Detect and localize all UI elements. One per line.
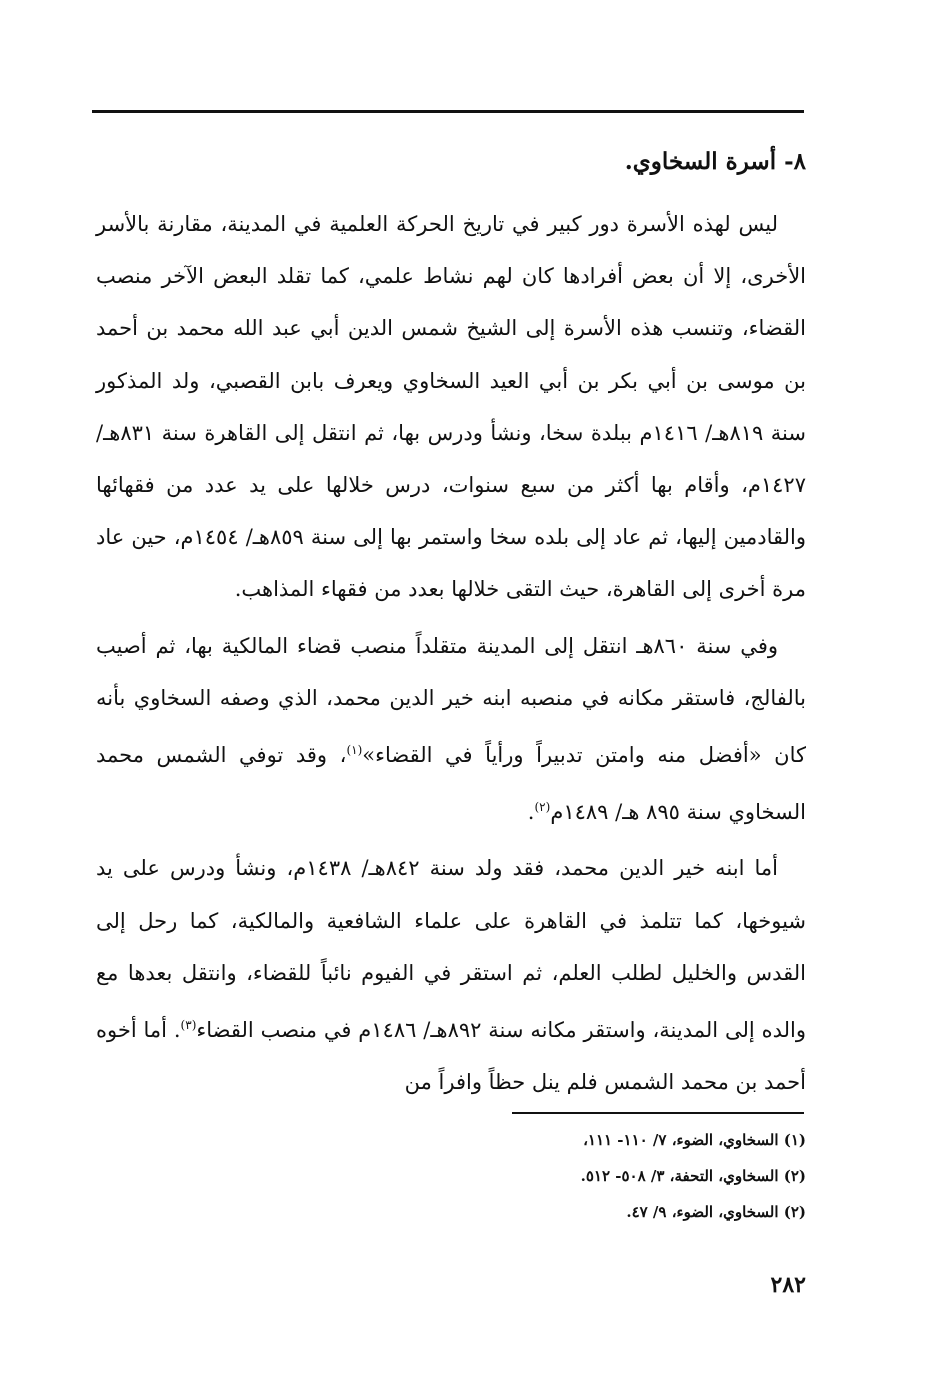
paragraph-3-part-b: . أما أخوه أحمد بن محمد الشمس فلم ينل حظاً وافراً من [96,1018,806,1095]
paragraph-2-part-c: . [527,800,535,825]
footnote-3: (٢) السخاوي، الضوء، ٩/ ٤٧. [626,1203,806,1221]
footnote-ref-2: (٢) [534,800,551,815]
footnotes [581,1122,806,1230]
paragraph-2-part-b: ، وقد توفي الشمس محمد السخاوي سنة ٨٩٥ هـ/ ١٤٨٩م [96,743,806,825]
footnote-2: (٢) السخاوي، التحفة، ٣/ ٥٠٨- ٥١٢. [580,1167,806,1185]
page-body [96,140,806,1112]
section-heading: ٨- أسرة السخاوي. [624,148,806,175]
paragraph-2-part-a: وفي سنة ٨٦٠هـ انتقل إلى المدينة متقلداً منصب قضاء المالكية بها، ثم أصيب بالفالج، فاستقر مكانه في منصبه ابنه خير الدين محمد، الذي وصفه السخاوي بأنه كان «أفضل منه وامتن تدبيراً ورأياً في القضاء» [96,633,807,768]
paragraph-3-part-a: أما ابنه خير الدين محمد، فقد ولد سنة ٨٤٢هـ/ ١٤٣٨م، ونشأ ودرس على يد شيوخها، كما تتلمذ في القاهرة على علماء الشافعية والمالكية، كما رحل إلى القدس والخليل لطلب العلم، ثم استقر في الفيوم نائباً للقضاء، وانتقل بعدها مع والده إلى المدينة، واستقر مكانه سنة ٨٩٢هـ/ ١٤٨٦م في منصب القضاء [96,856,806,1043]
page-number: ٢٨٢ [770,1272,806,1298]
paragraph-2 [96,620,806,839]
header-rule [92,110,804,113]
paragraph-1: ليس لهذه الأسرة دور كبير في تاريخ الحركة العلمية في المدينة، مقارنة بالأسر الأخرى، إلا أن بعض أفرادها كان لهم نشاط علمي، كما تقلد البعض الآخر منصب القضاء، وتنسب هذه الأسرة إلى الشيخ شمس الدين أبي عبد الله محمد بن أحمد بن موسى بن أبي بكر بن أبي العيد السخاوي ويعرف بابن القصبي، ولد المذكور سنة ٨١٩هـ/ ١٤١٦م ببلدة سخا، ونشأ ودرس بها، ثم انتقل إلى القاهرة سنة ٨٣١هـ/ ١٤٢٧م، وأقام بها أكثر من سبع سنوات، درس خلالها على يد عدد من فقهائها والقادمين إليها، ثم عاد إلى بلده سخا واستمر بها إلى سنة ٨٥٩هـ/ ١٤٥٤م، حين عاد مرة أخرى إلى القاهرة، حيث التقى خلالها بعدد من فقهاء المذاهب. [96,212,806,602]
footnote-ref-3: (٣) [180,1018,197,1033]
footnote-1: (١) السخاوي، الضوء، ٧/ ١١٠- ١١١، [583,1131,806,1149]
paragraph-3 [96,842,806,1108]
footnote-rule [512,1112,804,1114]
footnote-ref-1: (١) [346,743,363,758]
